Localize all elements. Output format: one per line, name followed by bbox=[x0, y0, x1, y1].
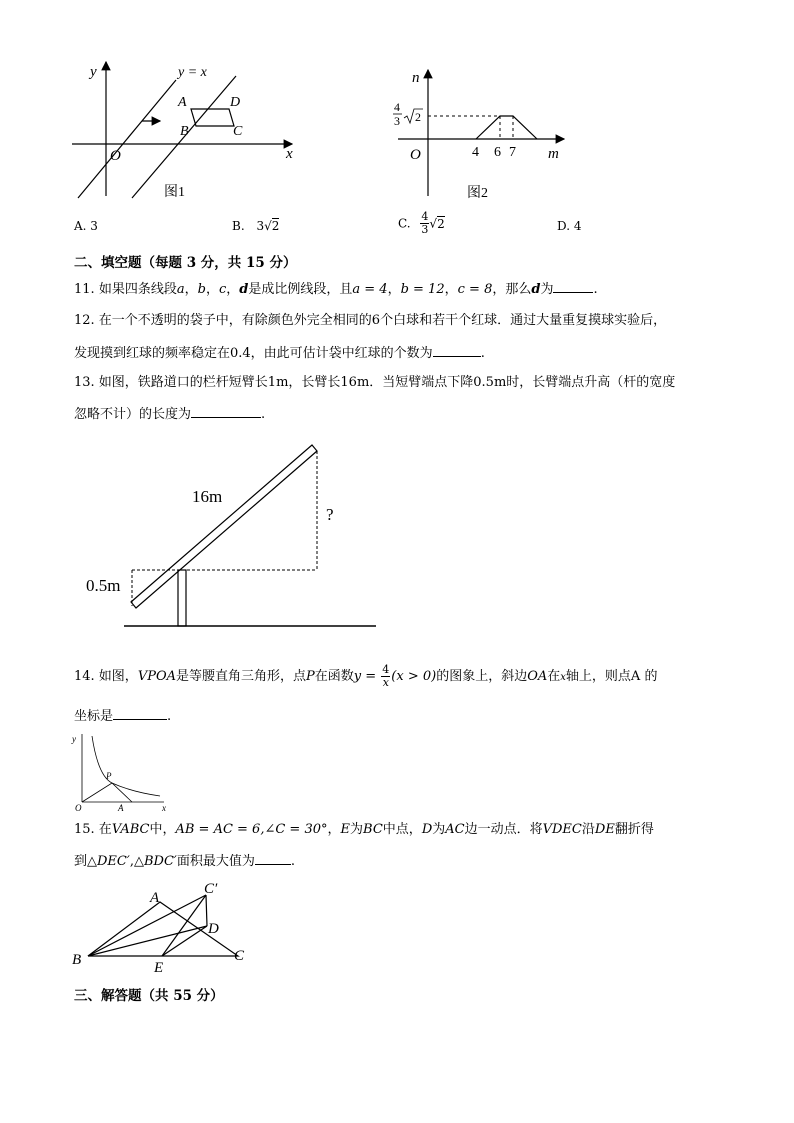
q13-rise-label: ? bbox=[326, 505, 334, 524]
q14-figure bbox=[72, 728, 172, 813]
fig1-label-A: A bbox=[178, 95, 187, 110]
fig2-ytick-root: 2 bbox=[415, 110, 421, 124]
fig1-label-C: C bbox=[233, 124, 243, 139]
option-b-coef: 3 bbox=[256, 219, 265, 233]
q14-O-label: O bbox=[75, 803, 82, 813]
figure-2 bbox=[390, 66, 590, 206]
answer-blank-13[interactable] bbox=[191, 403, 261, 418]
sqrt-icon: √ bbox=[264, 219, 272, 233]
q13-bar bbox=[131, 445, 317, 608]
q13-post bbox=[178, 570, 186, 626]
fig2-tick-6: 6 bbox=[494, 145, 501, 160]
fig2-tick-4: 4 bbox=[472, 145, 479, 160]
sqrt-icon: √ bbox=[429, 216, 438, 231]
q15-label-A: A bbox=[150, 890, 160, 906]
fig1-label-B: B bbox=[180, 124, 189, 139]
q15-segment-ED bbox=[162, 926, 207, 956]
q13-drop-label: 0.5m bbox=[86, 576, 121, 595]
question-13-line1: 13. 如图，铁路道口的栏杆短臂长1m，长臂长16m．当短臂端点下降0.5m时，长臂端点升高（杆的宽度 bbox=[74, 375, 676, 390]
question-14-line2: 坐标是 . bbox=[74, 705, 171, 727]
option-c[interactable] bbox=[398, 211, 445, 236]
q14-P-label: P bbox=[106, 771, 112, 781]
option-d[interactable]: D. 4 bbox=[557, 219, 582, 233]
q14-frac-num: 4 bbox=[382, 663, 390, 676]
fig1-label-D: D bbox=[230, 95, 241, 110]
fig1-parallelogram bbox=[191, 109, 234, 126]
answer-blank-14[interactable] bbox=[113, 705, 167, 720]
section3-title: 三、解答题（共 55 分） bbox=[74, 988, 224, 1004]
fig1-line-y-eq-x bbox=[78, 80, 176, 198]
q14-frac-den: x bbox=[382, 676, 389, 689]
question-15-line2: 到△DEC′,△BDC′面积最大值为 . bbox=[74, 850, 295, 872]
question-11: 11. 如果四条线段a，b，c，d是成比例线段，且a = 4，b = 12，c = 8，那么d为 . bbox=[74, 278, 598, 300]
q14-y-label: y bbox=[72, 734, 76, 744]
option-a[interactable]: A. 3 bbox=[74, 219, 98, 233]
q14-A-label: A bbox=[118, 803, 124, 813]
q15-label-D: D bbox=[208, 921, 219, 937]
q15-label-Cp: C′ bbox=[204, 881, 218, 897]
fig2-origin: O bbox=[410, 147, 421, 163]
fig2-ytick-den: 3 bbox=[394, 114, 400, 128]
answer-blank-12[interactable] bbox=[433, 342, 481, 357]
q15-label-C: C bbox=[234, 948, 245, 964]
q15-segment-BC' bbox=[88, 895, 206, 956]
fig1-caption: 图1 bbox=[164, 185, 185, 200]
q15-figure bbox=[70, 876, 260, 976]
option-c-root: 2 bbox=[437, 216, 445, 231]
option-b-prefix: B. bbox=[232, 219, 245, 233]
answer-blank-15[interactable] bbox=[255, 850, 291, 865]
figure-1 bbox=[66, 58, 306, 198]
q15-label-E: E bbox=[154, 960, 164, 976]
q14-hyperbola bbox=[92, 736, 160, 796]
answer-blank-11[interactable] bbox=[553, 278, 593, 293]
question-14-line1: 14. 如图，VPOA是等腰直角三角形，点P在函数y = $\frac{4}{x}$ (x > 0)的图象上，斜边OA在x轴上，则点A 的 bbox=[74, 663, 658, 689]
q13-figure bbox=[84, 440, 384, 640]
fig2-m-label: m bbox=[548, 146, 559, 162]
q15-segment-BD bbox=[88, 926, 207, 956]
fig2-trapezoid-graph bbox=[476, 116, 537, 139]
option-b[interactable] bbox=[232, 219, 279, 233]
fig2-tick-7: 7 bbox=[509, 145, 516, 160]
fig2-caption: 图2 bbox=[467, 186, 488, 201]
option-b-root: 2 bbox=[271, 219, 280, 233]
q15-segment-EC' bbox=[162, 895, 206, 956]
option-c-den: 3 bbox=[421, 223, 429, 236]
question-12-line1: 12. 在一个不透明的袋子中，有除颜色外完全相同的6个白球和若干个红球．通过大量重复摸球实验后， bbox=[74, 313, 667, 328]
fig1-origin: O bbox=[110, 148, 121, 164]
question-12-line2: 发现摸到红球的频率稳定在0.4，由此可估计袋中红球的个数为 . bbox=[74, 342, 485, 364]
fig1-y-label: y bbox=[90, 64, 97, 80]
option-c-num: 4 bbox=[421, 210, 429, 223]
option-c-prefix: C. bbox=[398, 216, 411, 231]
q13-long-label: 16m bbox=[192, 487, 223, 506]
fig1-x-label: x bbox=[286, 146, 293, 162]
q14-triangle bbox=[82, 783, 132, 802]
question-15-line1: 15. 在VABC中，AB = AC = 6,∠C = 30°，E为BC中点，D为AC边一动点．将VDEC沿DE翻折得 bbox=[74, 822, 654, 837]
q14-x-label: x bbox=[162, 803, 166, 813]
q15-label-B: B bbox=[72, 952, 82, 968]
q15-segment-C'D bbox=[206, 895, 207, 926]
section2-title: 二、填空题（每题 3 分，共 15 分） bbox=[74, 255, 297, 271]
question-13-line2: 忽略不计）的长度为 . bbox=[74, 403, 265, 425]
fig2-n-label: n bbox=[412, 70, 420, 86]
fig1-line-label: y = x bbox=[178, 65, 207, 80]
fig2-ytick-num: 4 bbox=[394, 100, 400, 114]
